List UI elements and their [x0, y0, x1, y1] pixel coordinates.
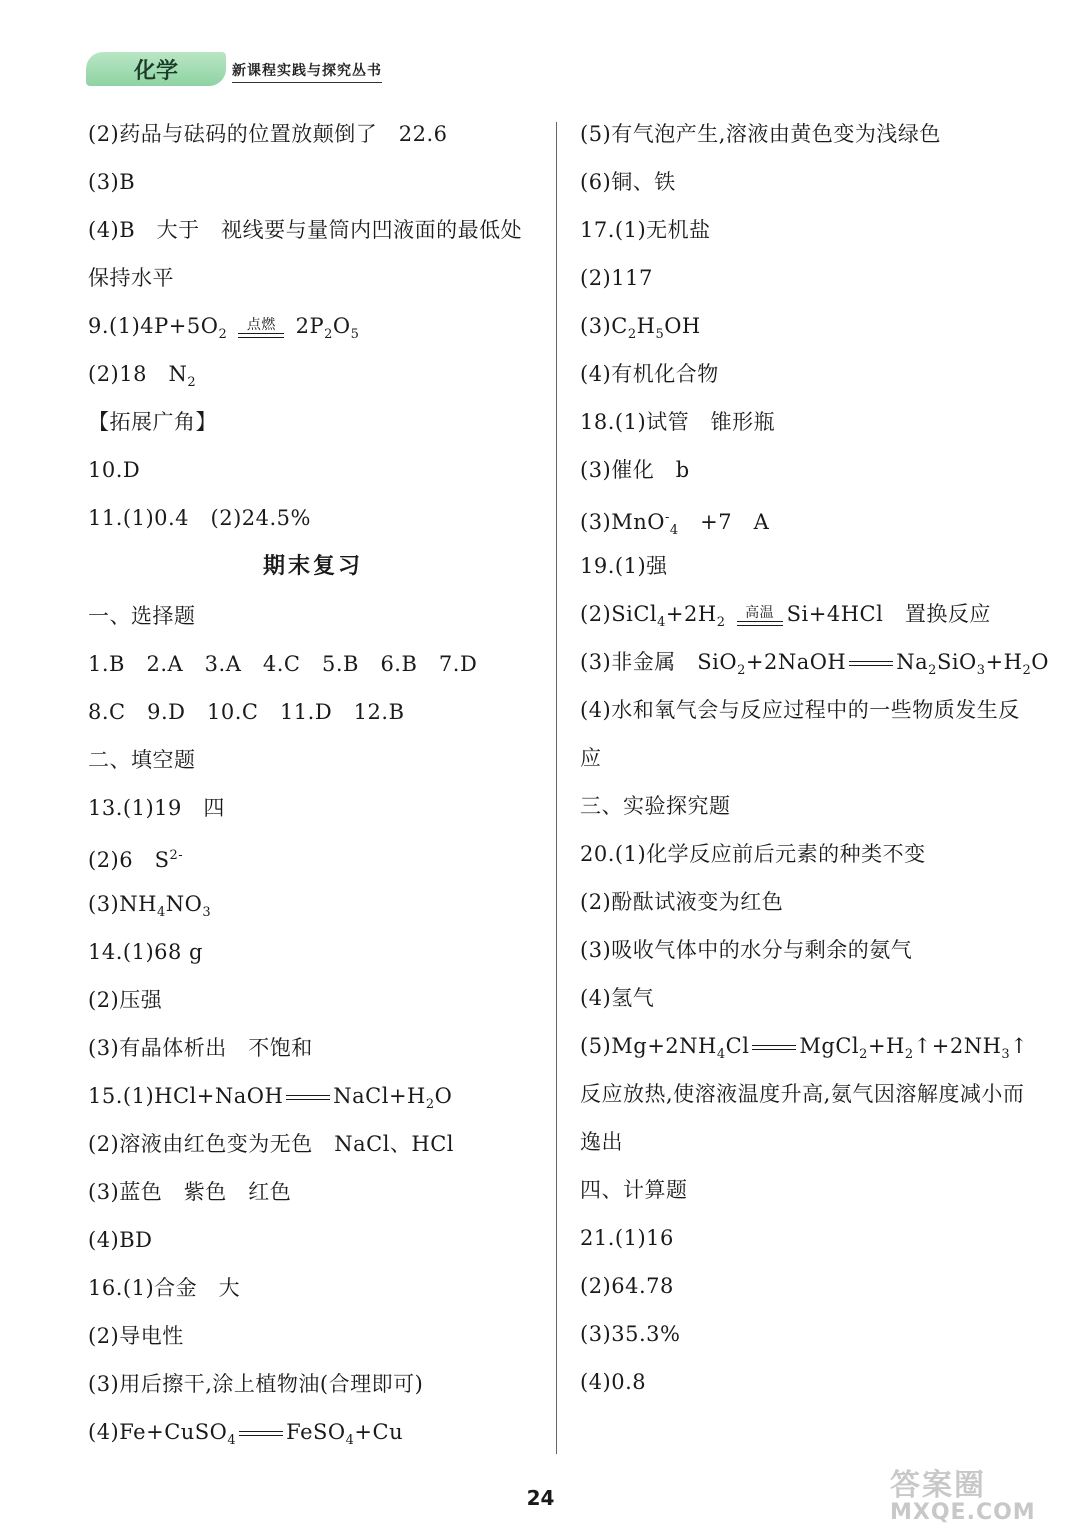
- answer-text: H: [636, 314, 656, 338]
- answer-text: OH: [664, 314, 701, 338]
- answer-line: [88, 880, 538, 928]
- equation-text: O: [434, 1084, 453, 1108]
- answer-text: +7 A: [678, 510, 770, 534]
- section-title: 期末复习: [262, 554, 363, 579]
- column-divider: [556, 122, 557, 1454]
- equation-text: Cl: [725, 1034, 750, 1058]
- watermark-logo-text: 答案圈: [890, 1468, 986, 1503]
- series-title: 新课程实践与探究丛书: [232, 60, 382, 83]
- equals-bar: [849, 661, 893, 666]
- equation-text: NaCl+H: [333, 1084, 426, 1108]
- equation-text: O: [1031, 650, 1049, 674]
- equation-text: ↑+2NH: [913, 1034, 1002, 1058]
- subscript: 2: [425, 1097, 435, 1113]
- subscript: 4: [716, 1047, 726, 1063]
- subscript: 5: [350, 327, 360, 343]
- page-number: 24: [526, 1486, 555, 1510]
- answer-line: (2)溶液由红色变为无色 NaCl、HCl: [88, 1132, 455, 1156]
- subscript: 2: [1022, 663, 1032, 679]
- subscript: 3: [976, 663, 986, 679]
- equation-text: FeSO: [286, 1420, 346, 1444]
- reaction-condition: [238, 318, 284, 338]
- answer-text: (3)MnO: [580, 510, 665, 534]
- equation-text: 9.(1)4P+5O: [88, 314, 219, 338]
- answer-line: (3)35.3%: [580, 1322, 681, 1346]
- answer-line: [580, 494, 1040, 542]
- subscript: 2: [859, 1047, 868, 1063]
- equation-text: +H: [867, 1034, 905, 1058]
- page-header: [86, 48, 486, 90]
- equation-text: 15.(1)HCl+NaOH: [88, 1084, 284, 1108]
- subscript: 4: [669, 523, 679, 539]
- section-heading: 三、实验探究题: [580, 794, 731, 818]
- answer-line: (3)吸收气体中的水分与剩余的氨气: [580, 938, 913, 962]
- equals-bar: [286, 1095, 330, 1100]
- equation-text: (3)非金属 SiO: [580, 650, 738, 674]
- answer-line: (5)有气泡产生,溶液由黄色变为浅绿色: [580, 122, 941, 146]
- condition-text: 点燃: [246, 316, 276, 333]
- equation-line: [88, 1408, 538, 1456]
- answer-line: (4)B 大于 视线要与量筒内凹液面的最低处保持水平: [88, 218, 523, 290]
- subscript: 3: [202, 905, 212, 921]
- answer-line: 21.(1)16: [580, 1226, 674, 1250]
- equation-line: [88, 302, 538, 350]
- superscript: 2-: [169, 848, 184, 863]
- answer-line: (2)117: [580, 266, 653, 290]
- answer-line: (4)水和氧气会与反应过程中的一些物质发生反应: [580, 698, 1020, 770]
- equation-text: SiO: [936, 650, 977, 674]
- equation-text: +2NaOH: [745, 650, 847, 674]
- answer-line: (3)蓝色 紫色 红色: [88, 1180, 292, 1204]
- subscript: 2: [716, 615, 726, 631]
- subscript: 4: [156, 905, 166, 921]
- subscript: 2: [737, 663, 746, 679]
- subscript: 2: [218, 327, 228, 343]
- equation-line: [580, 590, 1040, 638]
- condition-text: 高温: [745, 604, 775, 621]
- subscript: 3: [1001, 1047, 1011, 1063]
- subscript: 2: [324, 327, 333, 343]
- subscript: 2: [928, 663, 937, 679]
- equation-text: (5)Mg+2NH: [580, 1034, 717, 1058]
- answer-line: (3)催化 b: [580, 458, 690, 482]
- answer-line: (4)有机化合物: [580, 362, 719, 386]
- equation-line: [88, 1072, 538, 1120]
- answer-line: [580, 302, 1040, 350]
- answer-line: (4)氢气: [580, 986, 655, 1010]
- answer-line: (6)铜、铁: [580, 170, 676, 194]
- answer-line: 16.(1)合金 大: [88, 1276, 241, 1300]
- answer-line: 1.B 2.A 3.A 4.C 5.B 6.B 7.D: [88, 652, 478, 676]
- equals-bar: [239, 1431, 283, 1436]
- answer-line: (4)0.8: [580, 1370, 647, 1394]
- answer-line: 20.(1)化学反应前后元素的种类不变: [580, 842, 926, 866]
- subscript: 2: [187, 375, 197, 391]
- subscript: 2: [904, 1047, 914, 1063]
- equals-bar: [737, 621, 783, 626]
- equation-text: +Cu: [354, 1420, 404, 1444]
- equation-text: Si+4HCl 置换反应: [786, 602, 991, 626]
- equation-text: O: [332, 314, 351, 338]
- equation-text: (2)SiCl: [580, 602, 658, 626]
- answer-line: (2)导电性: [88, 1324, 184, 1348]
- section-heading: 一、选择题: [88, 604, 196, 628]
- section-heading: 四、计算题: [580, 1178, 688, 1202]
- answer-line: (2)压强: [88, 988, 163, 1012]
- answer-line: (2)64.78: [580, 1274, 674, 1298]
- equation-text: +2H: [665, 602, 717, 626]
- answer-text: (3)NH: [88, 892, 157, 916]
- answer-line: (3)B: [88, 170, 136, 194]
- equation-text: +H: [985, 650, 1023, 674]
- answer-line: 反应放热,使溶液温度升高,氨气因溶解度减小而逸出: [580, 1082, 1025, 1154]
- equation-text: 2P: [295, 314, 325, 338]
- answer-line: 17.(1)无机盐: [580, 218, 711, 242]
- equation-line: [580, 638, 1049, 686]
- answer-line: (2)酚酞试液变为红色: [580, 890, 784, 914]
- subscript: 5: [655, 327, 665, 343]
- superscript: -: [665, 510, 670, 525]
- reaction-condition: [737, 606, 783, 626]
- answer-text: NO: [165, 892, 203, 916]
- subject-badge: 化学: [86, 52, 226, 86]
- answer-line: 19.(1)强: [580, 554, 668, 578]
- answer-line: 13.(1)19 四: [88, 796, 225, 820]
- answer-line: 8.C 9.D 10.C 11.D 12.B: [88, 700, 405, 724]
- subscript: 2: [627, 327, 637, 343]
- answer-line: (4)BD: [88, 1228, 153, 1252]
- watermark-url: MXQE.COM: [890, 1500, 1036, 1525]
- answer-text: (2)6 S: [88, 848, 170, 872]
- subscript: 4: [345, 1433, 355, 1449]
- equals-bar: [752, 1045, 796, 1050]
- answer-text: (2)18 N: [88, 362, 188, 386]
- equation-text: ↑: [1010, 1034, 1029, 1058]
- answer-line: 18.(1)试管 锥形瓶: [580, 410, 776, 434]
- answer-line: (2)药品与砝码的位置放颠倒了 22.6: [88, 122, 448, 146]
- left-column: [88, 110, 538, 1456]
- answer-line: 10.D: [88, 458, 141, 482]
- subscript: 4: [227, 1433, 237, 1449]
- answer-line: (3)有晶体析出 不饱和: [88, 1036, 313, 1060]
- answer-line: 11.(1)0.4 (2)24.5%: [88, 506, 311, 530]
- answer-line: (3)用后擦干,涂上植物油(合理即可): [88, 1372, 424, 1396]
- answer-line: [88, 350, 538, 398]
- equation-text: (4)Fe+CuSO: [88, 1420, 228, 1444]
- equation-text: MgCl: [799, 1034, 860, 1058]
- answer-line: [88, 832, 538, 880]
- equation-line: [580, 1022, 1040, 1070]
- section-heading: 二、填空题: [88, 748, 196, 772]
- answer-text: (3)C: [580, 314, 628, 338]
- answer-line: 14.(1)68 g: [88, 940, 203, 964]
- right-column: [580, 110, 1049, 1406]
- section-label: 【拓展广角】: [88, 410, 217, 434]
- equation-text: Na: [896, 650, 929, 674]
- watermark: [890, 1460, 1070, 1530]
- equals-bar: [238, 333, 284, 338]
- subscript: 4: [657, 615, 666, 631]
